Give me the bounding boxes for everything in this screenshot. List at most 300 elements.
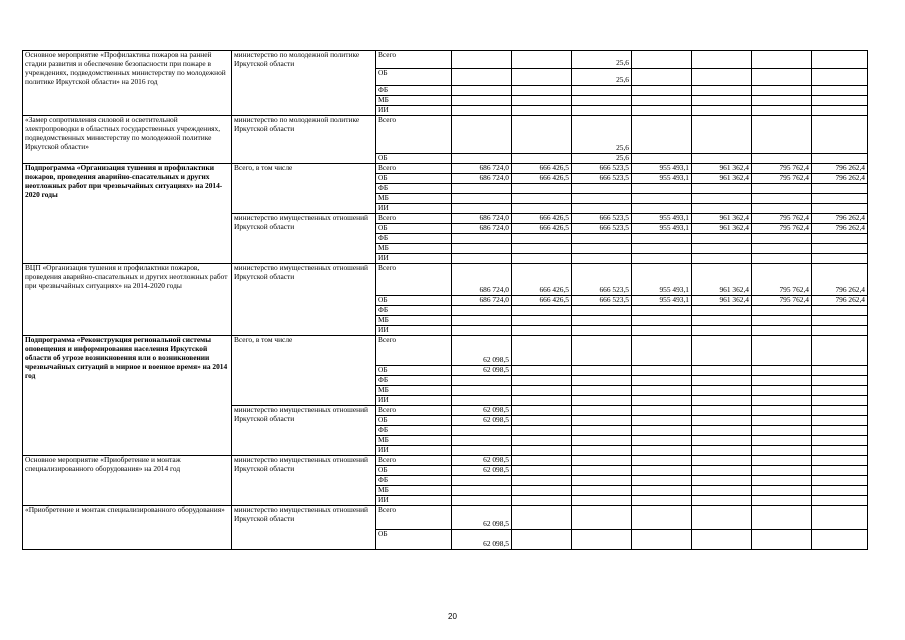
amount-cell: 955 493,1 xyxy=(632,224,692,234)
amount-cell xyxy=(692,51,752,69)
amount-cell xyxy=(512,86,572,96)
amount-cell xyxy=(752,496,812,506)
amount-cell xyxy=(572,426,632,436)
amount-cell xyxy=(812,116,868,154)
amount-cell xyxy=(452,244,512,254)
amount-cell xyxy=(812,106,868,116)
amount-cell xyxy=(632,426,692,436)
amount-cell xyxy=(572,204,632,214)
activity-title-cell xyxy=(23,506,232,550)
funding-source-cell: ИИ xyxy=(376,446,452,456)
amount-cell xyxy=(752,406,812,416)
amount-cell xyxy=(632,496,692,506)
funding-source-cell: МБ xyxy=(376,436,452,446)
amount-cell xyxy=(452,86,512,96)
amount-cell xyxy=(752,316,812,326)
amount-cell xyxy=(512,530,572,550)
amount-cell: 796 262,4 xyxy=(812,296,868,306)
activity-title: Основное мероприятие «Профилактика пожаров на ранней стадии развития и обеспечение безопасности при пожаре в учреждениях, подведомственных министерству по молодежной политике Иркутской области» на 2016 год xyxy=(25,50,226,86)
amount-cell xyxy=(512,506,572,530)
amount-cell xyxy=(752,204,812,214)
amount-cell xyxy=(632,416,692,426)
amount-cell xyxy=(752,194,812,204)
amount-cell xyxy=(632,386,692,396)
amount-cell xyxy=(452,316,512,326)
amount-cell xyxy=(512,336,572,366)
amount-cell xyxy=(452,234,512,244)
amount-cell: 62 098,5 xyxy=(452,366,512,376)
amount-cell xyxy=(512,426,572,436)
amount-cell xyxy=(572,306,632,316)
amount-cell: 25,6 xyxy=(572,116,632,154)
amount-cell xyxy=(692,96,752,106)
amount-cell: 961 362,4 xyxy=(692,264,752,296)
amount-cell xyxy=(752,69,812,86)
amount-cell xyxy=(632,336,692,366)
amount-cell xyxy=(512,436,572,446)
amount-cell xyxy=(632,306,692,316)
amount-cell: 961 362,4 xyxy=(692,214,752,224)
amount-cell xyxy=(572,386,632,396)
amount-cell xyxy=(512,96,572,106)
amount-cell xyxy=(572,530,632,550)
activity-title-cell xyxy=(23,456,232,506)
funding-source-cell: ФБ xyxy=(376,234,452,244)
funding-source-cell: МБ xyxy=(376,386,452,396)
amount-cell xyxy=(692,466,752,476)
amount-cell xyxy=(812,366,868,376)
amount-cell xyxy=(572,96,632,106)
amount-cell xyxy=(692,386,752,396)
table-row xyxy=(23,164,868,174)
amount-cell: 666 426,5 xyxy=(512,174,572,184)
executor-cell: министерство имущественных отношений Иркутской области xyxy=(232,264,376,336)
amount-cell xyxy=(812,326,868,336)
amount-cell: 666 523,5 xyxy=(572,296,632,306)
amount-cell xyxy=(632,184,692,194)
amount-cell xyxy=(572,406,632,416)
amount-cell xyxy=(752,336,812,366)
amount-cell: 62 098,5 xyxy=(452,416,512,426)
amount-cell xyxy=(512,154,572,164)
amount-cell: 25,6 xyxy=(572,154,632,164)
amount-cell xyxy=(632,244,692,254)
amount-cell xyxy=(812,234,868,244)
amount-cell xyxy=(752,254,812,264)
activity-title-cell xyxy=(23,336,232,456)
amount-cell xyxy=(812,466,868,476)
amount-cell xyxy=(452,386,512,396)
activity-title: ВЦП «Организация тушения и профилактики пожаров, проведения аварийно-спасательных и других неотложных работ при чрезвычайных ситуациях» на 2014-2020 годы xyxy=(25,263,228,290)
table-row xyxy=(23,51,868,69)
amount-cell xyxy=(752,184,812,194)
funding-source-cell: ИИ xyxy=(376,106,452,116)
amount-cell xyxy=(812,336,868,366)
amount-cell: 686 724,0 xyxy=(452,296,512,306)
amount-cell xyxy=(572,486,632,496)
amount-cell xyxy=(752,416,812,426)
amount-cell: 666 426,5 xyxy=(512,296,572,306)
amount-cell xyxy=(692,116,752,154)
amount-cell: 795 762,4 xyxy=(752,214,812,224)
amount-cell xyxy=(812,86,868,96)
amount-cell xyxy=(572,244,632,254)
amount-cell xyxy=(512,51,572,69)
funding-source-cell: МБ xyxy=(376,486,452,496)
executor-cell: министерство по молодежной политике Иркутской области xyxy=(232,116,376,164)
funding-source-cell: ОБ xyxy=(376,530,452,550)
amount-cell xyxy=(692,254,752,264)
executor-cell: Всего, в том числе xyxy=(232,164,376,214)
amount-cell xyxy=(452,69,512,86)
amount-cell xyxy=(452,154,512,164)
amount-cell xyxy=(812,386,868,396)
amount-cell: 795 762,4 xyxy=(752,296,812,306)
amount-cell xyxy=(512,69,572,86)
funding-source-cell: ИИ xyxy=(376,204,452,214)
amount-cell xyxy=(452,51,512,69)
amount-cell xyxy=(812,486,868,496)
amount-cell xyxy=(812,69,868,86)
amount-cell xyxy=(572,416,632,426)
amount-cell: 961 362,4 xyxy=(692,224,752,234)
amount-cell xyxy=(572,476,632,486)
amount-cell xyxy=(632,366,692,376)
amount-cell xyxy=(512,184,572,194)
page-number: 20 xyxy=(448,612,457,621)
funding-source-cell: МБ xyxy=(376,194,452,204)
amount-cell xyxy=(632,530,692,550)
amount-cell xyxy=(812,530,868,550)
amount-cell xyxy=(632,116,692,154)
amount-cell xyxy=(452,426,512,436)
amount-cell xyxy=(692,446,752,456)
amount-cell xyxy=(692,496,752,506)
budget-table xyxy=(22,50,868,550)
executor-cell: министерство имущественных отношений Иркутской области xyxy=(232,214,376,264)
amount-cell xyxy=(812,406,868,416)
amount-cell xyxy=(512,456,572,466)
amount-cell xyxy=(812,426,868,436)
amount-cell: 686 724,0 xyxy=(452,214,512,224)
amount-cell xyxy=(452,116,512,154)
funding-source-cell: ОБ xyxy=(376,69,452,86)
amount-cell xyxy=(812,436,868,446)
amount-cell xyxy=(692,506,752,530)
amount-cell xyxy=(452,396,512,406)
amount-cell xyxy=(752,51,812,69)
amount-cell xyxy=(692,426,752,436)
amount-cell xyxy=(572,446,632,456)
amount-cell: 686 724,0 xyxy=(452,164,512,174)
amount-cell xyxy=(572,86,632,96)
funding-source-cell: ОБ xyxy=(376,224,452,234)
funding-source-cell: Всего xyxy=(376,406,452,416)
activity-title-cell xyxy=(23,164,232,264)
funding-source-cell: ИИ xyxy=(376,396,452,406)
amount-cell: 955 493,1 xyxy=(632,214,692,224)
funding-source-cell: ФБ xyxy=(376,86,452,96)
amount-cell: 62 098,5 xyxy=(452,336,512,366)
amount-cell xyxy=(632,466,692,476)
amount-cell xyxy=(632,506,692,530)
amount-cell xyxy=(452,436,512,446)
amount-cell xyxy=(632,106,692,116)
amount-cell xyxy=(812,244,868,254)
amount-cell: 666 523,5 xyxy=(572,174,632,184)
amount-cell xyxy=(812,316,868,326)
amount-cell xyxy=(752,466,812,476)
amount-cell xyxy=(452,306,512,316)
amount-cell xyxy=(512,396,572,406)
funding-source-cell: ОБ xyxy=(376,154,452,164)
amount-cell xyxy=(632,436,692,446)
activity-title-cell xyxy=(23,116,232,164)
amount-cell xyxy=(812,194,868,204)
amount-cell xyxy=(632,234,692,244)
amount-cell: 796 262,4 xyxy=(812,264,868,296)
amount-cell: 686 724,0 xyxy=(452,174,512,184)
amount-cell: 686 724,0 xyxy=(452,264,512,296)
activity-title-cell xyxy=(23,264,232,336)
amount-cell xyxy=(812,506,868,530)
amount-cell: 666 523,5 xyxy=(572,264,632,296)
amount-cell xyxy=(752,506,812,530)
amount-cell: 961 362,4 xyxy=(692,164,752,174)
amount-cell xyxy=(752,456,812,466)
amount-cell xyxy=(692,244,752,254)
amount-cell xyxy=(692,456,752,466)
amount-cell xyxy=(572,234,632,244)
amount-cell xyxy=(692,69,752,86)
amount-cell xyxy=(752,86,812,96)
amount-cell xyxy=(692,396,752,406)
amount-cell xyxy=(812,476,868,486)
amount-cell xyxy=(812,416,868,426)
amount-cell: 796 262,4 xyxy=(812,164,868,174)
amount-cell xyxy=(752,530,812,550)
activity-title: Подпрограмма «Реконструкция региональной системы оповещения и информирования населения Иркутской области об угрозе возникновения или о возникновении чрезвычайных ситуаций в мирное и военное время» на 2014 год xyxy=(25,335,228,380)
amount-cell xyxy=(512,234,572,244)
amount-cell: 62 098,5 xyxy=(452,530,512,550)
amount-cell xyxy=(692,194,752,204)
amount-cell xyxy=(452,96,512,106)
amount-cell xyxy=(752,96,812,106)
table-row xyxy=(23,264,868,296)
amount-cell: 796 262,4 xyxy=(812,214,868,224)
funding-source-cell: Всего xyxy=(376,214,452,224)
amount-cell xyxy=(812,396,868,406)
amount-cell xyxy=(632,476,692,486)
amount-cell xyxy=(572,436,632,446)
amount-cell xyxy=(452,106,512,116)
amount-cell xyxy=(572,366,632,376)
amount-cell: 25,6 xyxy=(572,51,632,69)
executor-cell: министерство по молодежной политике Иркутской области xyxy=(232,51,376,116)
funding-source-cell: ФБ xyxy=(376,184,452,194)
amount-cell: 686 724,0 xyxy=(452,224,512,234)
table-row xyxy=(23,336,868,366)
amount-cell xyxy=(572,466,632,476)
amount-cell xyxy=(572,106,632,116)
amount-cell xyxy=(632,316,692,326)
funding-source-cell: ФБ xyxy=(376,306,452,316)
funding-source-cell: Всего xyxy=(376,336,452,366)
amount-cell xyxy=(572,396,632,406)
amount-cell: 796 262,4 xyxy=(812,224,868,234)
amount-cell: 795 762,4 xyxy=(752,174,812,184)
amount-cell xyxy=(632,204,692,214)
amount-cell xyxy=(692,486,752,496)
amount-cell xyxy=(572,254,632,264)
amount-cell xyxy=(632,456,692,466)
amount-cell xyxy=(812,376,868,386)
amount-cell xyxy=(692,530,752,550)
amount-cell xyxy=(752,154,812,164)
funding-source-cell: ОБ xyxy=(376,366,452,376)
amount-cell xyxy=(632,69,692,86)
amount-cell xyxy=(812,96,868,106)
amount-cell xyxy=(452,476,512,486)
amount-cell xyxy=(752,376,812,386)
activity-title: Подпрограмма «Организация тушения и профилактики пожаров, проведения аварийно-спасательных и других неотложных работ при чрезвычайных ситуациях» на 2014-2020 годы xyxy=(25,163,223,199)
executor-cell: министерство имущественных отношений Иркутской области xyxy=(232,406,376,456)
amount-cell xyxy=(632,446,692,456)
amount-cell xyxy=(752,366,812,376)
amount-cell xyxy=(452,496,512,506)
amount-cell xyxy=(572,326,632,336)
amount-cell xyxy=(632,154,692,164)
amount-cell xyxy=(692,326,752,336)
activity-title: «Приобретение и монтаж специализированного оборудования» xyxy=(25,505,225,514)
amount-cell: 62 098,5 xyxy=(452,406,512,416)
amount-cell xyxy=(812,446,868,456)
amount-cell xyxy=(692,376,752,386)
executor-cell: министерство имущественных отношений Иркутской области xyxy=(232,456,376,506)
amount-cell xyxy=(692,184,752,194)
funding-source-cell: ФБ xyxy=(376,426,452,436)
amount-cell: 955 493,1 xyxy=(632,264,692,296)
amount-cell xyxy=(692,306,752,316)
amount-cell xyxy=(692,234,752,244)
amount-cell xyxy=(572,184,632,194)
amount-cell: 666 426,5 xyxy=(512,164,572,174)
funding-source-cell: Всего xyxy=(376,264,452,296)
amount-cell: 666 523,5 xyxy=(572,224,632,234)
amount-cell xyxy=(812,306,868,316)
amount-cell xyxy=(752,386,812,396)
amount-cell xyxy=(512,194,572,204)
table-row xyxy=(23,116,868,154)
funding-source-cell: ОБ xyxy=(376,174,452,184)
amount-cell xyxy=(572,336,632,366)
amount-cell xyxy=(512,376,572,386)
amount-cell xyxy=(632,326,692,336)
amount-cell xyxy=(752,446,812,456)
amount-cell xyxy=(632,51,692,69)
amount-cell xyxy=(632,376,692,386)
amount-cell: 955 493,1 xyxy=(632,164,692,174)
table-row xyxy=(23,506,868,530)
amount-cell xyxy=(452,194,512,204)
amount-cell xyxy=(752,234,812,244)
amount-cell xyxy=(752,476,812,486)
amount-cell xyxy=(512,116,572,154)
amount-cell xyxy=(512,244,572,254)
amount-cell: 666 426,5 xyxy=(512,264,572,296)
amount-cell xyxy=(812,154,868,164)
activity-title: Основное мероприятие «Приобретение и монтаж специализированного оборудования» на 2014 год xyxy=(25,455,181,473)
amount-cell xyxy=(512,326,572,336)
amount-cell xyxy=(452,326,512,336)
amount-cell: 796 262,4 xyxy=(812,174,868,184)
funding-source-cell: МБ xyxy=(376,244,452,254)
amount-cell: 795 762,4 xyxy=(752,164,812,174)
amount-cell xyxy=(692,366,752,376)
funding-source-cell: Всего xyxy=(376,164,452,174)
amount-cell xyxy=(632,86,692,96)
amount-cell: 961 362,4 xyxy=(692,174,752,184)
amount-cell: 666 523,5 xyxy=(572,214,632,224)
amount-cell xyxy=(632,396,692,406)
amount-cell xyxy=(512,106,572,116)
amount-cell: 25,6 xyxy=(572,69,632,86)
amount-cell: 62 098,5 xyxy=(452,456,512,466)
amount-cell xyxy=(752,396,812,406)
amount-cell xyxy=(752,106,812,116)
amount-cell xyxy=(692,476,752,486)
amount-cell xyxy=(512,306,572,316)
funding-source-cell: ОБ xyxy=(376,466,452,476)
amount-cell: 955 493,1 xyxy=(632,174,692,184)
amount-cell xyxy=(752,116,812,154)
amount-cell xyxy=(512,446,572,456)
funding-source-cell: Всего xyxy=(376,51,452,69)
amount-cell xyxy=(512,476,572,486)
funding-source-cell: ИИ xyxy=(376,326,452,336)
table-row xyxy=(23,456,868,466)
amount-cell xyxy=(752,436,812,446)
amount-cell xyxy=(572,506,632,530)
amount-cell xyxy=(452,254,512,264)
amount-cell xyxy=(632,194,692,204)
amount-cell xyxy=(692,86,752,96)
amount-cell xyxy=(452,204,512,214)
amount-cell xyxy=(752,326,812,336)
amount-cell xyxy=(572,456,632,466)
amount-cell xyxy=(512,416,572,426)
funding-source-cell: ОБ xyxy=(376,296,452,306)
amount-cell xyxy=(572,496,632,506)
amount-cell xyxy=(632,406,692,416)
amount-cell xyxy=(752,486,812,496)
amount-cell: 795 762,4 xyxy=(752,224,812,234)
funding-source-cell: Всего xyxy=(376,456,452,466)
funding-source-cell: ИИ xyxy=(376,254,452,264)
amount-cell xyxy=(812,51,868,69)
amount-cell xyxy=(812,456,868,466)
amount-cell xyxy=(752,426,812,436)
amount-cell xyxy=(512,406,572,416)
amount-cell xyxy=(512,204,572,214)
amount-cell xyxy=(452,184,512,194)
funding-source-cell: ИИ xyxy=(376,496,452,506)
funding-source-cell: МБ xyxy=(376,316,452,326)
amount-cell: 795 762,4 xyxy=(752,264,812,296)
amount-cell xyxy=(632,486,692,496)
amount-cell: 62 098,5 xyxy=(452,506,512,530)
activity-title-cell xyxy=(23,51,232,116)
